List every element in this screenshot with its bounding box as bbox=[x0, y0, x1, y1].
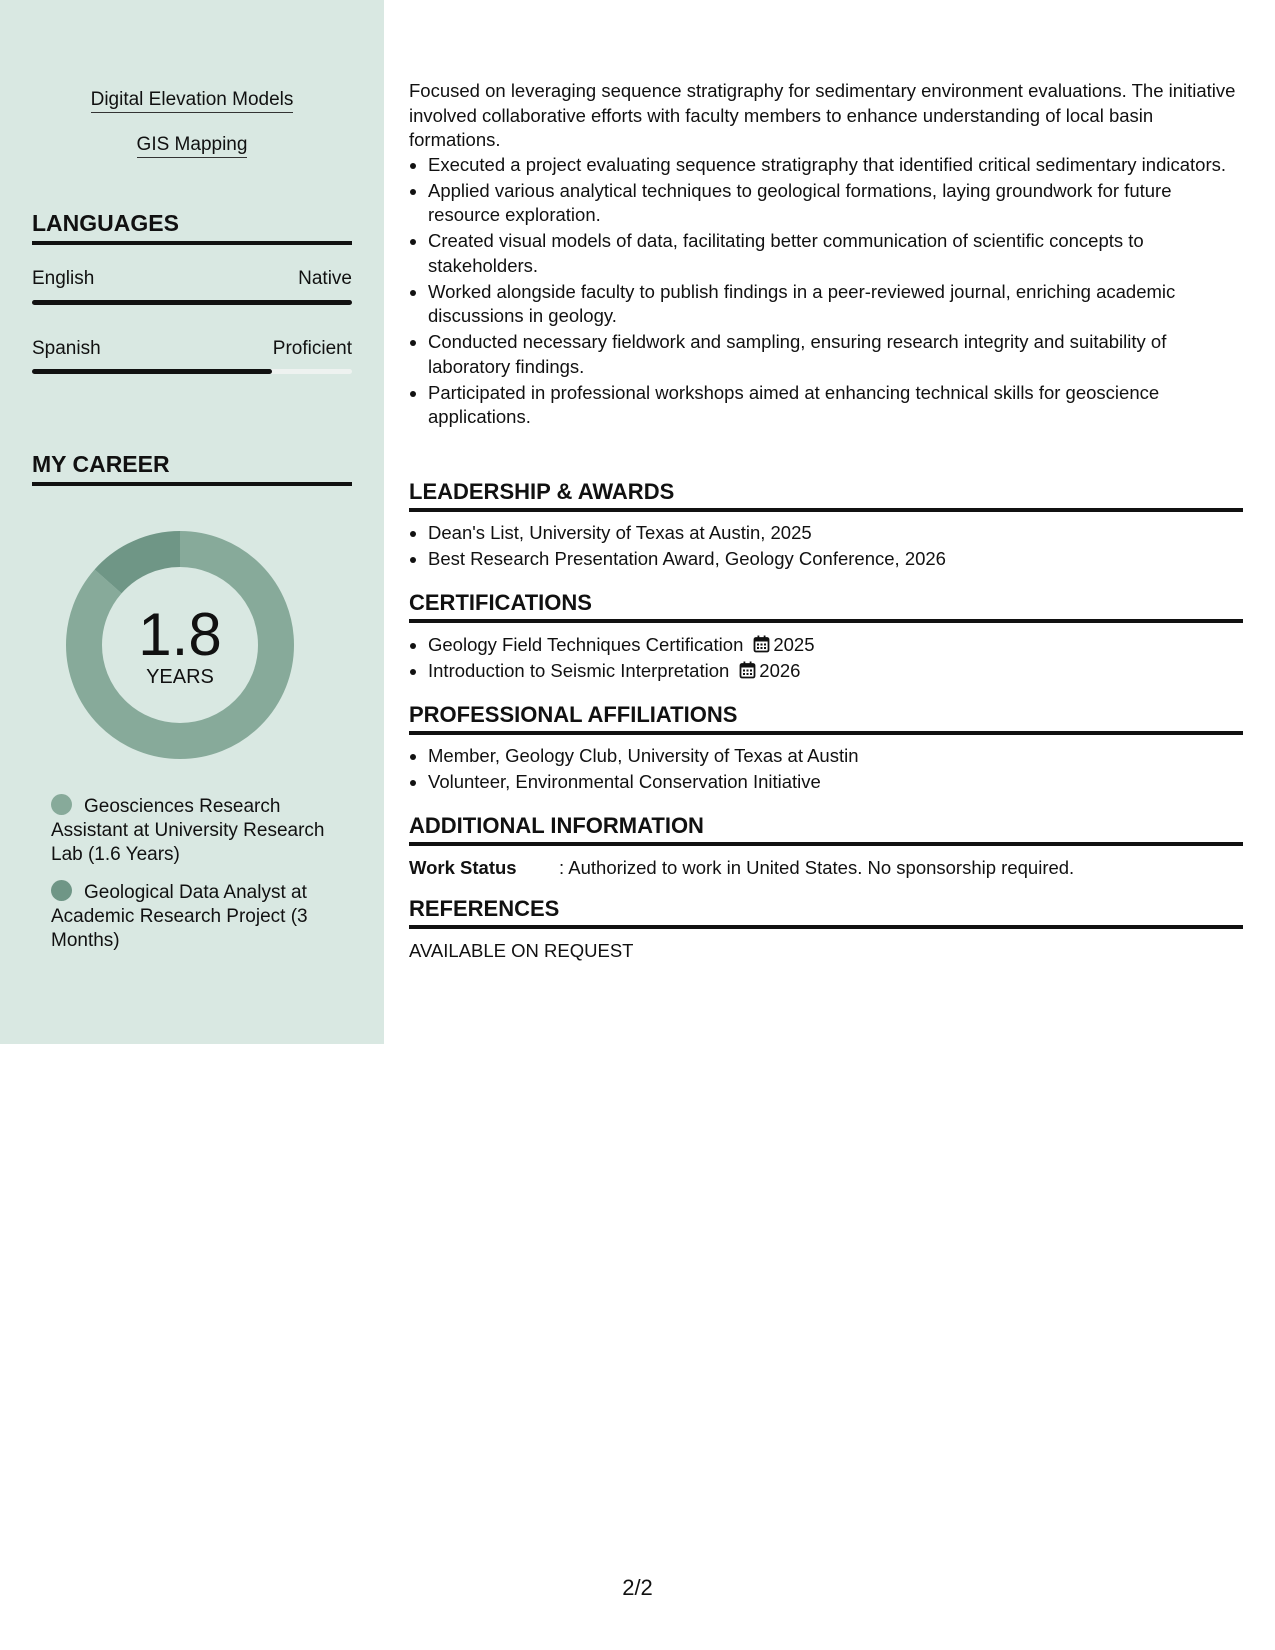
language-name: English bbox=[32, 268, 95, 289]
languages-heading: LANGUAGES bbox=[32, 209, 352, 245]
leadership-list bbox=[409, 521, 1243, 573]
career-donut-center bbox=[66, 531, 294, 759]
skill-link[interactable] bbox=[0, 133, 384, 157]
additional-info-heading: ADDITIONAL INFORMATION bbox=[409, 812, 1243, 846]
affiliations-list bbox=[409, 744, 1243, 796]
skill-label: GIS Mapping bbox=[137, 134, 248, 158]
certification-name: Geology Field Techniques Certification bbox=[428, 634, 744, 655]
project-description bbox=[409, 79, 1243, 431]
references-heading: REFERENCES bbox=[409, 895, 1243, 929]
career-total: 1.8 bbox=[138, 601, 222, 668]
references-text: AVAILABLE ON REQUEST bbox=[409, 940, 634, 961]
career-legend-dot bbox=[51, 880, 72, 901]
certification-year: 2025 bbox=[773, 634, 815, 655]
intro-paragraph: Focused on leveraging sequence stratigraphy for sedimentary environment evaluations. The initiative involved collaborative efforts with faculty members to enhance understanding of local basin formations. bbox=[409, 80, 1236, 150]
language-row bbox=[32, 337, 352, 361]
career-item-label: Geological Data Analyst at Academic Research Project (3 Months) bbox=[51, 882, 308, 951]
list-item: • Member, Geology Club, University of Texas at Austin bbox=[428, 744, 1243, 769]
sidebar bbox=[0, 0, 384, 1044]
affiliations-heading: PROFESSIONAL AFFILIATIONS bbox=[409, 701, 1243, 735]
work-status-label: Work Status bbox=[409, 857, 517, 878]
career-legend-dot bbox=[51, 794, 72, 815]
career-item-label: Geosciences Research Assistant at University Research Lab (1.6 Years) bbox=[51, 796, 325, 865]
list-item: • Best Research Presentation Award, Geology Conference, 2026 bbox=[428, 547, 1243, 572]
calendar-icon bbox=[753, 635, 770, 653]
calendar-icon bbox=[739, 661, 756, 679]
language-level: Proficient bbox=[272, 338, 352, 359]
certifications-list bbox=[409, 633, 1243, 685]
list-item: • Participated in professional workshops aimed at enhancing technical skills for geoscience applications. bbox=[428, 381, 1243, 430]
language-name: Spanish bbox=[32, 338, 101, 359]
career-donut bbox=[66, 531, 294, 759]
certifications-heading: CERTIFICATIONS bbox=[409, 589, 1243, 623]
career-unit: YEARS bbox=[146, 666, 214, 688]
skill-label: Digital Elevation Models bbox=[91, 89, 294, 113]
work-status-row bbox=[409, 856, 1243, 880]
project-bullets bbox=[409, 153, 1243, 430]
list-item: • Executed a project evaluating sequence stratigraphy that identified critical sedimentary indicators. bbox=[428, 153, 1243, 178]
list-item: • Applied various analytical techniques to geological formations, laying groundwork for future resource exploration. bbox=[428, 179, 1243, 228]
career-item bbox=[51, 794, 336, 867]
list-item: • Conducted necessary fieldwork and sampling, ensuring research integrity and suitability of laboratory findings. bbox=[428, 330, 1243, 379]
certification-year: 2026 bbox=[759, 660, 801, 681]
language-bar bbox=[32, 300, 352, 305]
list-item bbox=[428, 659, 1243, 684]
language-bar bbox=[32, 369, 352, 374]
list-item bbox=[428, 633, 1243, 658]
language-bar-fill bbox=[32, 369, 272, 374]
career-heading: MY CAREER bbox=[32, 450, 352, 486]
list-item: • Dean's List, University of Texas at Austin, 2025 bbox=[428, 521, 1243, 546]
language-level: Native bbox=[298, 268, 352, 289]
list-item: • Created visual models of data, facilitating better communication of scientific concepts to stakeholders. bbox=[428, 229, 1243, 278]
list-item: • Volunteer, Environmental Conservation Initiative bbox=[428, 770, 1243, 795]
language-bar-fill bbox=[32, 300, 352, 305]
career-item bbox=[51, 880, 336, 953]
skill-link[interactable] bbox=[0, 88, 384, 112]
page-number: 2/2 bbox=[622, 1575, 653, 1600]
leadership-heading: LEADERSHIP & AWARDS bbox=[409, 478, 1243, 512]
language-row bbox=[32, 267, 352, 291]
work-status-value: : Authorized to work in United States. No sponsorship required. bbox=[559, 857, 1075, 878]
list-item: • Worked alongside faculty to publish findings in a peer-reviewed journal, enriching academic discussions in geology. bbox=[428, 280, 1243, 329]
certification-name: Introduction to Seismic Interpretation bbox=[428, 660, 730, 681]
